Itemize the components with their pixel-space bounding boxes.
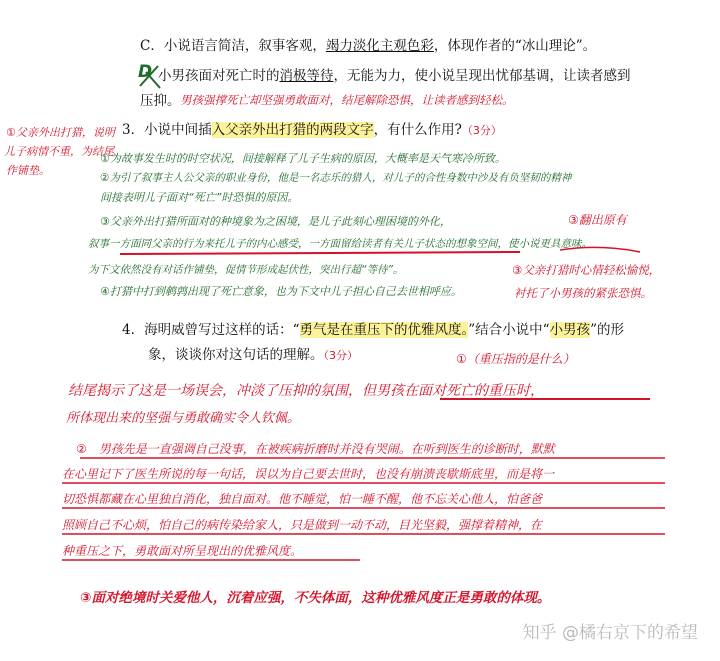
q4-answer-line4: 在心里记下了医生所说的每一句话，误以为自己要去世时，也没有崩溃丧歇斯底里，而是将一: [62, 467, 555, 481]
q3-answer-line7: ④打猎中打到鹌鹑出现了死亡意象，也为下文中儿子担心自己去世相呼应。: [100, 285, 462, 298]
q3-margin-note-line2: 儿子病情不重，为结尾: [4, 145, 114, 158]
question-3: [122, 122, 502, 139]
q4-answer-line6: 照顾自己不心烦，怕自己的病传染给家人，只是做到一动不动，目光坚毅，强撑着精神，在: [62, 518, 543, 532]
q3-answer-line3: 间接表明儿子面对“死亡”时恐惧的原因。: [100, 191, 299, 204]
option-d-suffix: ，无能为力，使小说呈现出忧郁基调，让读者感到: [333, 68, 631, 84]
option-c-prefix: C．小说语言简洁，叙事客观，: [140, 38, 326, 54]
q4-line2-text: 象，谈谈你对这句话的理解。: [148, 347, 324, 363]
q4-highlight-1: 勇气是在重压下的优雅风度。: [299, 322, 469, 338]
option-d-underlined: 消极等待: [279, 68, 334, 84]
q4-highlight-2: 小男孩: [549, 322, 591, 338]
q3-number: 3．: [122, 122, 145, 138]
option-d-prefix: 小男孩面对死亡时的: [158, 68, 280, 84]
q3-red-insert: ③翻出原有: [568, 213, 627, 227]
watermark: 知乎 @橘右京下的希望: [522, 623, 698, 643]
option-c-underlined: 竭力淡化主观色彩: [325, 38, 434, 54]
q3-margin-note-line3: 作铺垫。: [6, 164, 50, 177]
q3-red-note-line2: 衬托了小男孩的紧张恐惧。: [514, 286, 652, 300]
q4-answer-line2: 所体现出来的坚强与勇敢确实令人钦佩。: [66, 411, 301, 426]
q4-underlines-mark: [0, 380, 720, 620]
q4-answer-line3: ② 男孩先是一直强调自己没事，在被疾病折磨时并没有哭闹。在听到医生的诊断时，默默: [76, 442, 555, 456]
option-c-suffix: ，体现作者的“冰山理论”。: [433, 38, 597, 54]
q4-answer-line7: 种重压之下，勇敢面对所呈现出的优雅风度。: [62, 544, 303, 558]
q3-red-note-line1: ③父亲打猎时心情轻松愉悦，: [512, 263, 661, 277]
q3-margin-note-line1: ①父亲外出打猎，说明: [6, 126, 115, 139]
q4-prefix: 海明威曾写过这样的话：“: [144, 322, 300, 338]
q3-points: （3分）: [461, 124, 502, 137]
q3-answer-line6: 为下文依然没有对话作铺垫，促情节形成起伏性，突出行超“等待”。: [88, 264, 404, 276]
q3-answer-line5: 叙事一方面同父亲的行为来托儿子的内心感受，一方面留给读者有关儿子状态的想象空间，使小说更具意味。: [88, 238, 592, 250]
q3-answer-line1: ①为故事发生时的时空状况，间接解释了儿子生病的原因，大概率是天气寒冷所致。: [100, 152, 506, 165]
option-d-correction: 男孩强撑死亡却坚强勇敢面对，结尾解除恐惧，让读者感到轻松。: [180, 93, 514, 107]
option-c: [140, 38, 596, 54]
q3-highlight: 入父亲外出打猎的两段文字: [211, 122, 374, 138]
q4-points: （3分）: [323, 349, 358, 362]
q4-conclusion: ③面对绝境时关爱他人，沉着应强，不失体面，这种优雅风度正是勇敢的体现。: [80, 590, 551, 606]
q4-answer-line1: 结尾揭示了这是一场误会，冲淡了压抑的氛围，但男孩在面对死亡的重压时，: [68, 383, 544, 399]
option-d-line1: [158, 68, 631, 84]
q3-answer-line4: ③父亲外出打猎所面对的种境象为之困境，是儿子此刻心理困境的外化，: [100, 215, 451, 228]
option-d-line2: 压抑。: [140, 93, 181, 109]
q4-answer-line5: 切恐惧都藏在心里独自消化，独自面对。他不睡觉，怕一睡不醒，他不忘关心他人，怕爸爸: [62, 492, 543, 506]
q4-suffix: ”的形: [590, 322, 624, 338]
q4-hint: ①（重压指的是什么）: [456, 352, 575, 366]
q4-number: 4．: [122, 322, 145, 338]
question-4-line2: [148, 347, 358, 364]
question-4: [122, 322, 624, 338]
q4-middle: ”结合小说中“: [468, 322, 550, 338]
q3-prefix: 小说中间插: [144, 122, 212, 138]
q3-answer-line2: ②为引了叙事主人公父亲的职业身份，他是一名志乐的猎人，对儿子的合性身数中沙及有负坚韧的精神: [100, 172, 572, 184]
q3-suffix: ，有什么作用?: [373, 122, 462, 138]
option-d-mark: D: [138, 62, 153, 82]
